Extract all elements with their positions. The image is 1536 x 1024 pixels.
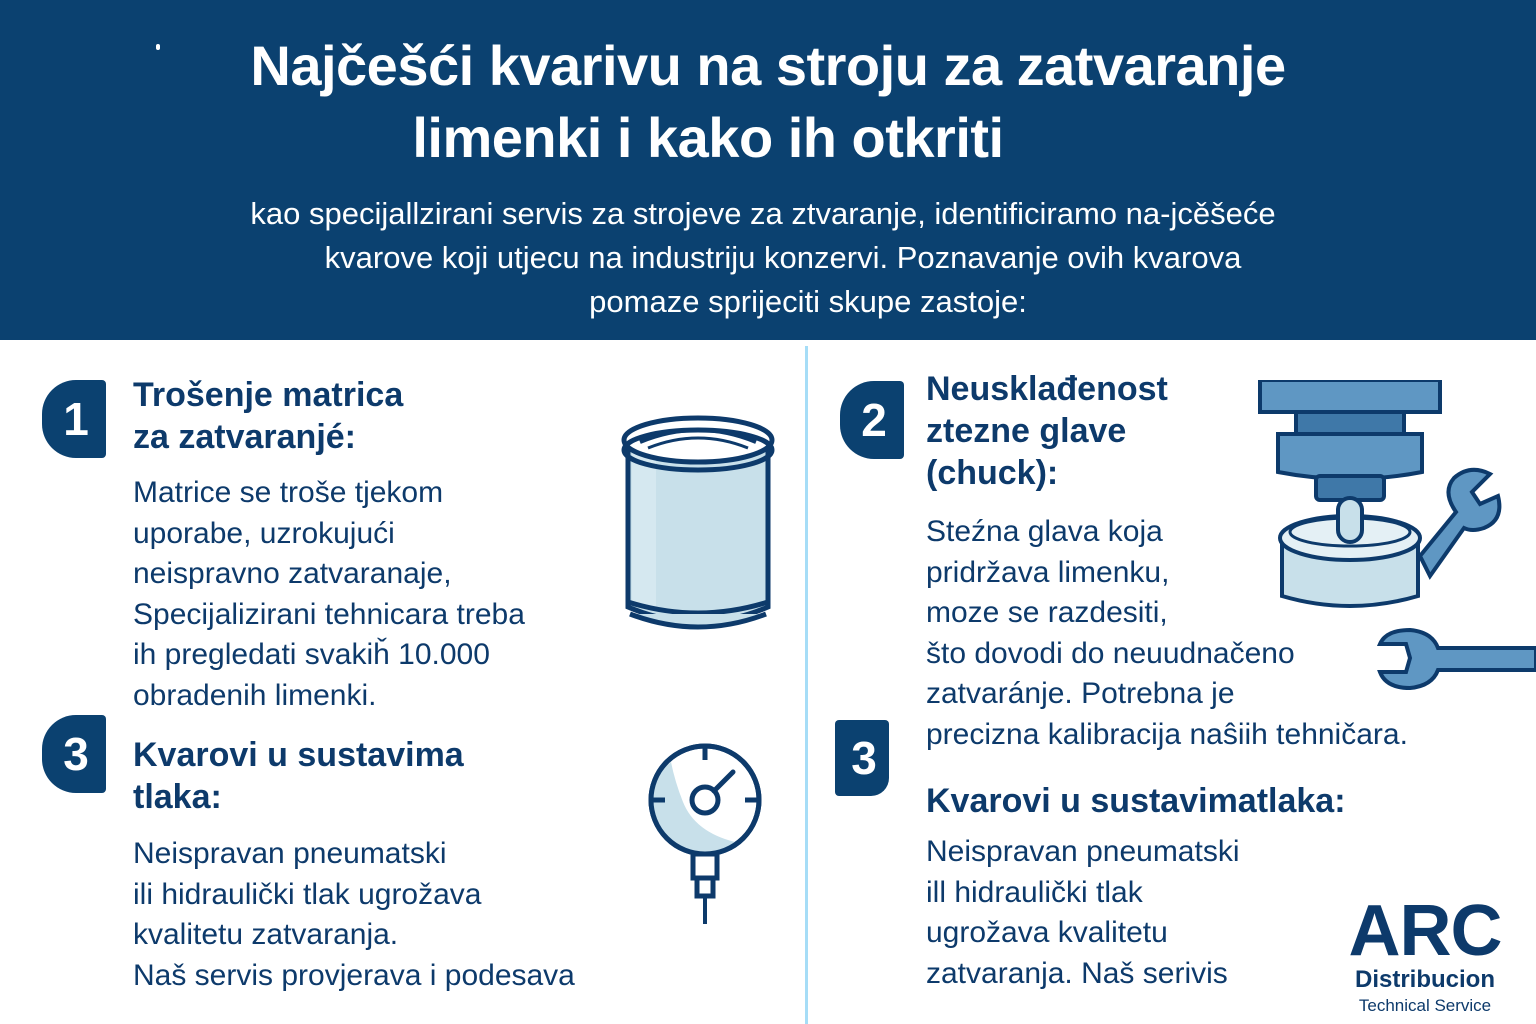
- number-badge-3: 3: [835, 720, 889, 796]
- column-divider: [805, 346, 808, 1024]
- company-logo: [1330, 891, 1520, 1018]
- intro-text: [0, 192, 1536, 324]
- body-line: ugrožava kvalitetu: [926, 916, 1168, 949]
- section-body: [133, 834, 575, 996]
- pressure-gauge-icon: [645, 742, 765, 926]
- heading-line: Trošenje matrica: [133, 376, 404, 414]
- body-line: zatvaránje. Potrebna je: [926, 677, 1235, 710]
- seaming-chuck-icon: [1250, 380, 1520, 620]
- header-banner: [0, 0, 1536, 340]
- number-badge-2: 2: [840, 381, 904, 459]
- body-line: zatvaranja. Naš serivis: [926, 956, 1228, 990]
- section-heading: [133, 374, 403, 458]
- body-line: precizna kalibracija naŝiih tehničara.: [926, 717, 1408, 751]
- can-icon: [618, 412, 778, 632]
- heading-line: (chuck):: [926, 454, 1059, 492]
- page-title: [0, 30, 1536, 174]
- intro-line-2: kvarove koji utjecu na industriju konzervi. Poznavanje ovih kvarova: [324, 240, 1242, 275]
- heading-line: Kvarovi u sustavima: [133, 736, 464, 774]
- body-line: Matrice se troše tjekom: [133, 476, 444, 509]
- body-line: Neispravan pneumatski: [926, 835, 1240, 868]
- body-line: moze se razdesiti,: [926, 596, 1168, 629]
- heading-line: Kvarovi u sustavimatlaka:: [926, 782, 1346, 820]
- body-line: neispravno zatvaranaje,: [133, 557, 452, 590]
- section-heading: [133, 734, 464, 818]
- body-line: uporabe, uzrokujući: [133, 516, 395, 550]
- body-line: ili hidraulički tlak ugrožava: [133, 877, 482, 911]
- intro-line-1: kao specijallzirani servis za strojeve za ztvaranje, identificiramo na-jcěšeće: [250, 196, 1276, 231]
- wrench-icon: [1376, 628, 1536, 690]
- logo-line-2: Distribucion: [1354, 966, 1495, 993]
- section-heading: [926, 780, 1346, 822]
- body-line: ill hidraulički tlak: [926, 875, 1143, 909]
- section-heading: [926, 368, 1168, 494]
- body-line: Naš servis provjerava i podesava: [133, 958, 575, 992]
- heading-line: za zatvaranjé:: [133, 418, 356, 456]
- body-line: kvalitetu zatvaranja.: [133, 918, 399, 951]
- number-badge-3: 3: [42, 715, 106, 793]
- heading-line: tlaka:: [133, 778, 222, 816]
- section-body: [926, 832, 1240, 994]
- body-line: Specijalizirani tehnicara treba: [133, 597, 525, 631]
- body-line: što dovodi do neuudnačeno: [926, 636, 1295, 670]
- body-line: obradenih limenki.: [133, 678, 377, 712]
- section-body: [133, 473, 525, 716]
- intro-line-3: pomaze sprijeciti skupe zastoje:: [589, 284, 1027, 319]
- logo-wordmark: ARC: [1348, 891, 1502, 971]
- body-line: ih pregledati svakiȟ 10.000: [133, 638, 490, 671]
- body-line: Neispravan pneumatski: [133, 837, 447, 870]
- heading-line: Neusklađenost: [926, 370, 1168, 408]
- heading-line: ztezne glave: [926, 412, 1127, 450]
- body-line: pridržava limenku,: [926, 555, 1170, 589]
- body-line: Steźna glava koja: [926, 515, 1163, 548]
- number-badge-1: 1: [42, 380, 106, 458]
- title-line-1: Najčešći kvarivu na stroju za zatvaranje: [250, 34, 1286, 97]
- title-line-2: limenki i kako ih otkriti: [412, 106, 1004, 169]
- logo-line-3: Technical Service: [1358, 996, 1492, 1015]
